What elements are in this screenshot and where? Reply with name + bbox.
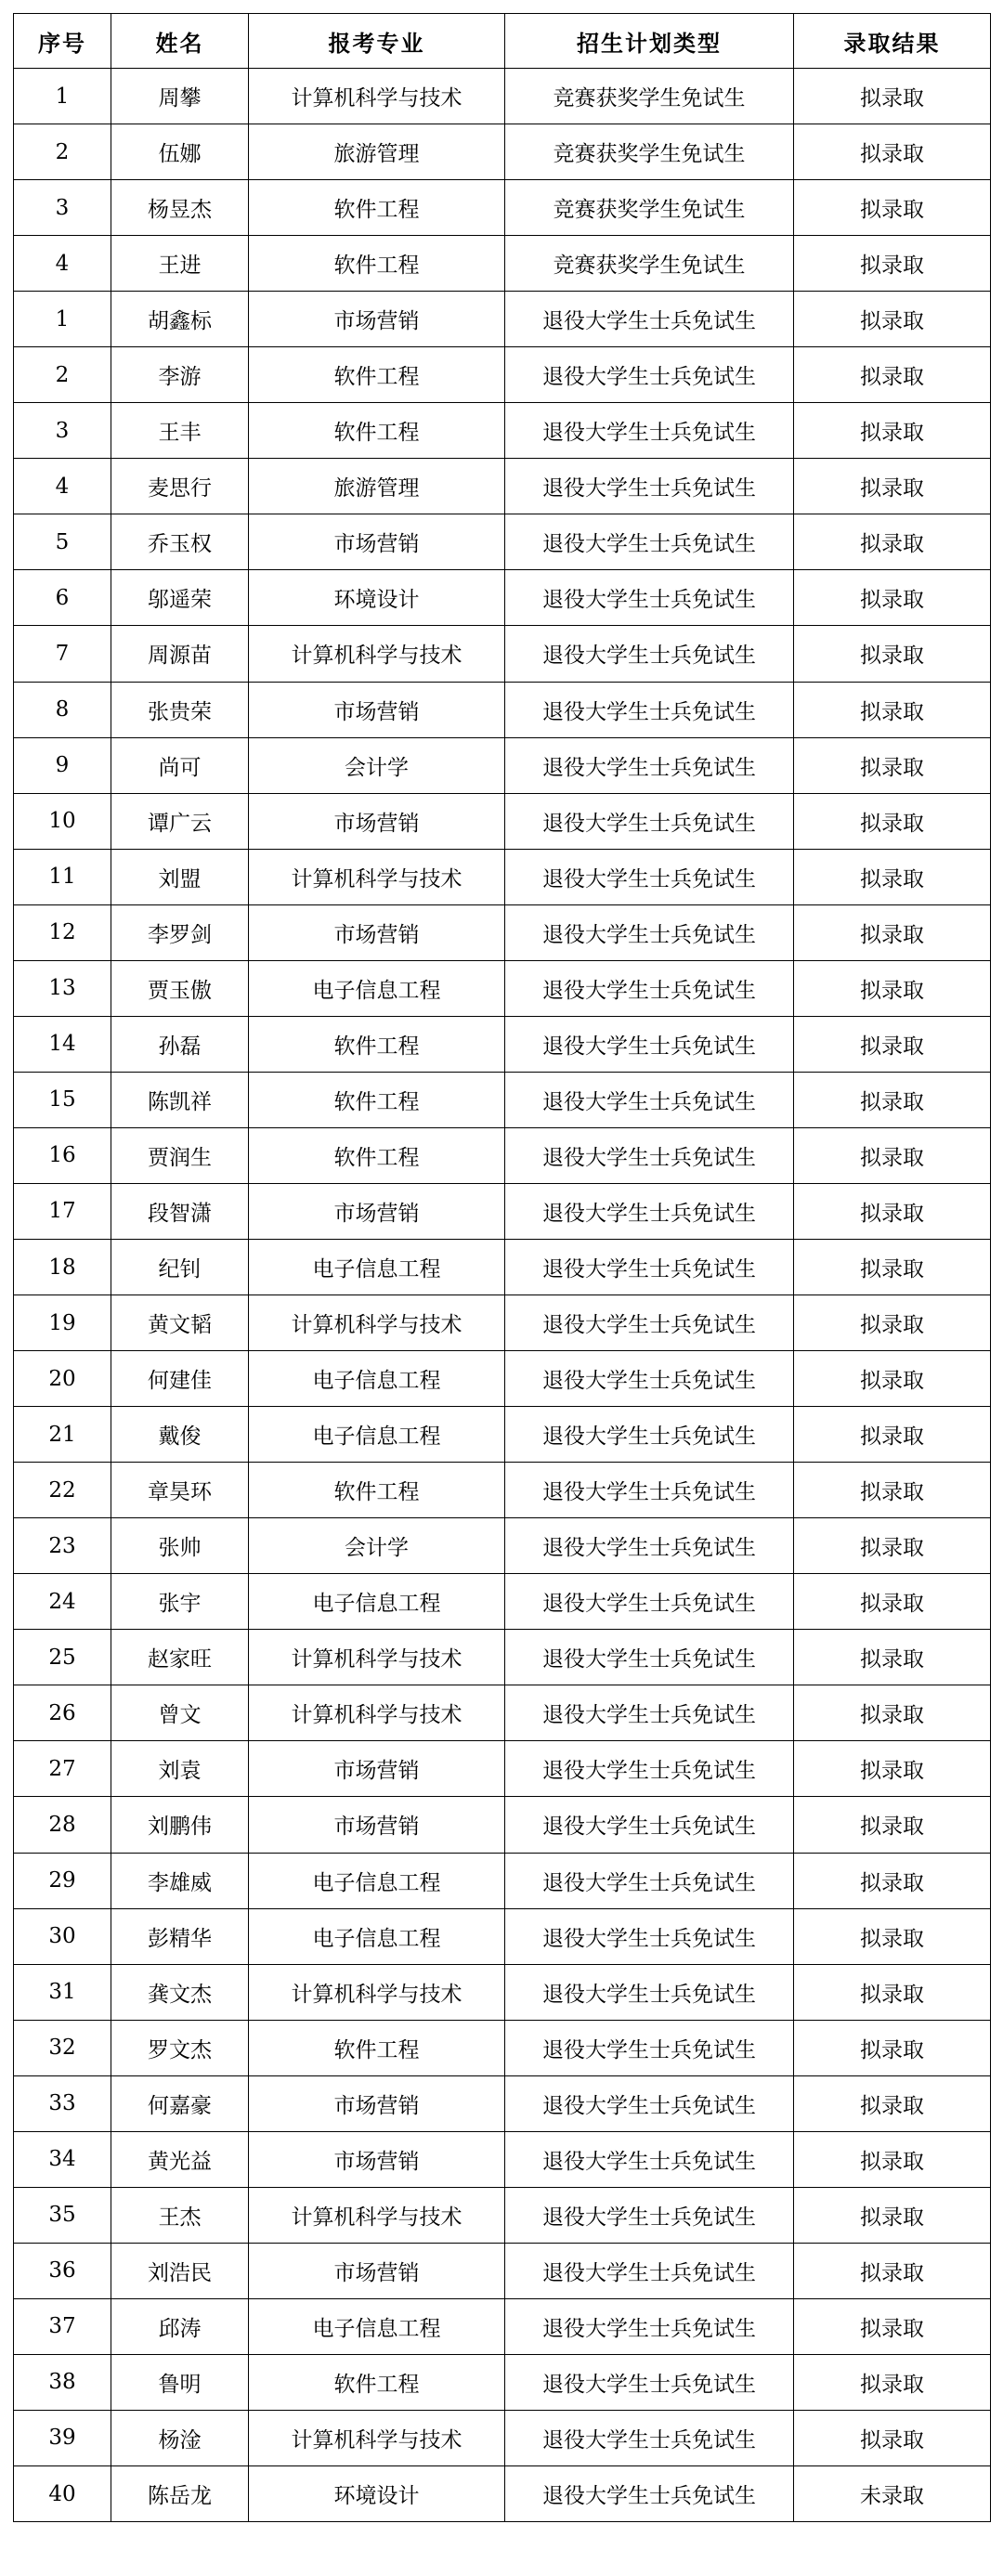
cell-seq: 40	[14, 2466, 111, 2522]
cell-name: 刘浩民	[111, 2243, 249, 2298]
cell-plan-type: 退役大学生士兵免试生	[505, 1351, 794, 1407]
cell-result: 拟录取	[794, 1016, 991, 1072]
cell-major: 电子信息工程	[249, 1239, 505, 1295]
table-row	[14, 1964, 991, 2020]
cell-result: 拟录取	[794, 1908, 991, 1964]
cell-major: 电子信息工程	[249, 1407, 505, 1463]
cell-name: 周攀	[111, 69, 249, 124]
cell-result: 拟录取	[794, 347, 991, 403]
cell-plan-type: 退役大学生士兵免试生	[505, 1630, 794, 1685]
cell-plan-type: 退役大学生士兵免试生	[505, 849, 794, 904]
cell-result: 拟录取	[794, 2298, 991, 2354]
cell-name: 乔玉权	[111, 514, 249, 570]
cell-result: 拟录取	[794, 2131, 991, 2187]
cell-result: 拟录取	[794, 1239, 991, 1295]
cell-result: 拟录取	[794, 2410, 991, 2465]
cell-seq: 30	[14, 1908, 111, 1964]
table-row	[14, 1239, 991, 1295]
table-row	[14, 1685, 991, 1741]
cell-seq: 10	[14, 793, 111, 849]
table-row	[14, 459, 991, 514]
cell-result: 拟录取	[794, 626, 991, 682]
cell-name: 黄光益	[111, 2131, 249, 2187]
cell-plan-type: 退役大学生士兵免试生	[505, 1964, 794, 2020]
cell-result: 拟录取	[794, 1351, 991, 1407]
cell-result: 拟录取	[794, 124, 991, 180]
cell-major: 计算机科学与技术	[249, 1295, 505, 1351]
cell-seq: 24	[14, 1574, 111, 1630]
cell-plan-type: 退役大学生士兵免试生	[505, 626, 794, 682]
cell-result: 拟录取	[794, 1127, 991, 1183]
cell-plan-type: 退役大学生士兵免试生	[505, 793, 794, 849]
cell-major: 软件工程	[249, 403, 505, 459]
cell-major: 软件工程	[249, 347, 505, 403]
cell-name: 王进	[111, 236, 249, 292]
cell-name: 戴俊	[111, 1407, 249, 1463]
table-row	[14, 2298, 991, 2354]
cell-seq: 37	[14, 2298, 111, 2354]
admission-results-table	[13, 13, 991, 2522]
cell-plan-type: 退役大学生士兵免试生	[505, 1016, 794, 1072]
cell-major: 市场营销	[249, 682, 505, 737]
table-row	[14, 2243, 991, 2298]
cell-major: 电子信息工程	[249, 960, 505, 1016]
cell-result: 拟录取	[794, 1407, 991, 1463]
cell-seq: 35	[14, 2187, 111, 2243]
cell-result: 拟录取	[794, 459, 991, 514]
cell-plan-type: 退役大学生士兵免试生	[505, 347, 794, 403]
cell-name: 谭广云	[111, 793, 249, 849]
cell-result: 未录取	[794, 2466, 991, 2522]
cell-name: 刘鹏伟	[111, 1797, 249, 1853]
cell-major: 环境设计	[249, 2466, 505, 2522]
table-row	[14, 1574, 991, 1630]
cell-major: 软件工程	[249, 1072, 505, 1127]
header-result: 录取结果	[794, 14, 991, 69]
cell-seq: 15	[14, 1072, 111, 1127]
table-row	[14, 960, 991, 1016]
table-row	[14, 2410, 991, 2465]
cell-plan-type: 退役大学生士兵免试生	[505, 2131, 794, 2187]
cell-name: 张帅	[111, 1518, 249, 1574]
cell-result: 拟录取	[794, 1295, 991, 1351]
cell-name: 贾玉傲	[111, 960, 249, 1016]
cell-name: 杨淦	[111, 2410, 249, 2465]
cell-seq: 26	[14, 1685, 111, 1741]
table-row	[14, 124, 991, 180]
cell-major: 市场营销	[249, 1741, 505, 1797]
cell-result: 拟录取	[794, 403, 991, 459]
cell-result: 拟录取	[794, 2354, 991, 2410]
cell-name: 杨昱杰	[111, 180, 249, 236]
table-row	[14, 292, 991, 347]
cell-seq: 14	[14, 1016, 111, 1072]
table-row	[14, 2466, 991, 2522]
cell-major: 计算机科学与技术	[249, 2410, 505, 2465]
cell-name: 龚文杰	[111, 1964, 249, 2020]
header-name: 姓名	[111, 14, 249, 69]
cell-plan-type: 退役大学生士兵免试生	[505, 2243, 794, 2298]
cell-name: 李游	[111, 347, 249, 403]
cell-plan-type: 退役大学生士兵免试生	[505, 2020, 794, 2075]
cell-name: 罗文杰	[111, 2020, 249, 2075]
table-row	[14, 1630, 991, 1685]
cell-major: 软件工程	[249, 1127, 505, 1183]
cell-major: 计算机科学与技术	[249, 1964, 505, 2020]
cell-name: 刘袁	[111, 1741, 249, 1797]
cell-name: 张贵荣	[111, 682, 249, 737]
cell-name: 何嘉豪	[111, 2075, 249, 2131]
cell-major: 软件工程	[249, 180, 505, 236]
cell-name: 李罗剑	[111, 904, 249, 960]
cell-seq: 1	[14, 292, 111, 347]
cell-plan-type: 退役大学生士兵免试生	[505, 1853, 794, 1908]
table-row	[14, 180, 991, 236]
cell-major: 软件工程	[249, 2354, 505, 2410]
cell-plan-type: 退役大学生士兵免试生	[505, 2354, 794, 2410]
cell-name: 陈凯祥	[111, 1072, 249, 1127]
cell-plan-type: 退役大学生士兵免试生	[505, 570, 794, 626]
cell-seq: 1	[14, 69, 111, 124]
cell-major: 市场营销	[249, 793, 505, 849]
admission-table-container	[13, 13, 990, 2522]
table-row	[14, 1016, 991, 1072]
cell-major: 会计学	[249, 1518, 505, 1574]
cell-major: 电子信息工程	[249, 1351, 505, 1407]
cell-seq: 12	[14, 904, 111, 960]
cell-name: 周源苗	[111, 626, 249, 682]
table-row	[14, 1407, 991, 1463]
table-header	[14, 14, 991, 69]
cell-name: 李雄威	[111, 1853, 249, 1908]
table-row	[14, 1797, 991, 1853]
cell-seq: 4	[14, 459, 111, 514]
cell-name: 邬遥荣	[111, 570, 249, 626]
cell-major: 旅游管理	[249, 459, 505, 514]
table-row	[14, 2020, 991, 2075]
cell-seq: 28	[14, 1797, 111, 1853]
cell-result: 拟录取	[794, 180, 991, 236]
cell-major: 计算机科学与技术	[249, 69, 505, 124]
header-major: 报考专业	[249, 14, 505, 69]
cell-result: 拟录取	[794, 69, 991, 124]
cell-name: 何建佳	[111, 1351, 249, 1407]
cell-plan-type: 退役大学生士兵免试生	[505, 1407, 794, 1463]
header-row	[14, 14, 991, 69]
cell-major: 市场营销	[249, 2243, 505, 2298]
cell-plan-type: 退役大学生士兵免试生	[505, 1463, 794, 1518]
table-row	[14, 2354, 991, 2410]
cell-plan-type: 退役大学生士兵免试生	[505, 2466, 794, 2522]
cell-result: 拟录取	[794, 682, 991, 737]
table-row	[14, 1908, 991, 1964]
cell-seq: 20	[14, 1351, 111, 1407]
cell-plan-type: 竞赛获奖学生免试生	[505, 69, 794, 124]
table-row	[14, 793, 991, 849]
cell-seq: 22	[14, 1463, 111, 1518]
cell-plan-type: 退役大学生士兵免试生	[505, 904, 794, 960]
cell-plan-type: 退役大学生士兵免试生	[505, 2075, 794, 2131]
cell-result: 拟录取	[794, 1463, 991, 1518]
cell-major: 电子信息工程	[249, 1574, 505, 1630]
table-row	[14, 626, 991, 682]
cell-result: 拟录取	[794, 1685, 991, 1741]
cell-result: 拟录取	[794, 570, 991, 626]
cell-plan-type: 退役大学生士兵免试生	[505, 1183, 794, 1239]
cell-seq: 36	[14, 2243, 111, 2298]
cell-result: 拟录取	[794, 1183, 991, 1239]
cell-name: 贾润生	[111, 1127, 249, 1183]
cell-name: 尚可	[111, 737, 249, 793]
table-row	[14, 682, 991, 737]
cell-name: 王杰	[111, 2187, 249, 2243]
cell-seq: 5	[14, 514, 111, 570]
cell-major: 市场营销	[249, 514, 505, 570]
cell-result: 拟录取	[794, 2020, 991, 2075]
cell-seq: 3	[14, 180, 111, 236]
table-row	[14, 570, 991, 626]
cell-major: 市场营销	[249, 2075, 505, 2131]
cell-plan-type: 退役大学生士兵免试生	[505, 1518, 794, 1574]
cell-plan-type: 退役大学生士兵免试生	[505, 960, 794, 1016]
cell-seq: 38	[14, 2354, 111, 2410]
table-row	[14, 1183, 991, 1239]
cell-major: 市场营销	[249, 2131, 505, 2187]
cell-seq: 39	[14, 2410, 111, 2465]
cell-name: 伍娜	[111, 124, 249, 180]
table-row	[14, 1072, 991, 1127]
cell-name: 鲁明	[111, 2354, 249, 2410]
table-row	[14, 2187, 991, 2243]
cell-plan-type: 退役大学生士兵免试生	[505, 1072, 794, 1127]
cell-major: 市场营销	[249, 1797, 505, 1853]
table-row	[14, 1127, 991, 1183]
cell-name: 段智潇	[111, 1183, 249, 1239]
header-plan-type: 招生计划类型	[505, 14, 794, 69]
cell-seq: 17	[14, 1183, 111, 1239]
cell-seq: 18	[14, 1239, 111, 1295]
cell-result: 拟录取	[794, 514, 991, 570]
cell-seq: 32	[14, 2020, 111, 2075]
cell-seq: 23	[14, 1518, 111, 1574]
cell-major: 计算机科学与技术	[249, 1630, 505, 1685]
header-seq: 序号	[14, 14, 111, 69]
cell-result: 拟录取	[794, 793, 991, 849]
cell-name: 孙磊	[111, 1016, 249, 1072]
table-row	[14, 1853, 991, 1908]
cell-name: 赵家旺	[111, 1630, 249, 1685]
cell-major: 市场营销	[249, 292, 505, 347]
cell-seq: 25	[14, 1630, 111, 1685]
cell-seq: 3	[14, 403, 111, 459]
cell-seq: 7	[14, 626, 111, 682]
cell-result: 拟录取	[794, 1964, 991, 2020]
cell-result: 拟录取	[794, 2243, 991, 2298]
cell-major: 市场营销	[249, 1183, 505, 1239]
cell-major: 计算机科学与技术	[249, 626, 505, 682]
cell-result: 拟录取	[794, 1853, 991, 1908]
cell-name: 王丰	[111, 403, 249, 459]
cell-major: 电子信息工程	[249, 1908, 505, 1964]
cell-plan-type: 退役大学生士兵免试生	[505, 2298, 794, 2354]
cell-name: 麦思行	[111, 459, 249, 514]
cell-plan-type: 退役大学生士兵免试生	[505, 1574, 794, 1630]
cell-major: 软件工程	[249, 1016, 505, 1072]
cell-name: 章昊环	[111, 1463, 249, 1518]
cell-major: 计算机科学与技术	[249, 1685, 505, 1741]
cell-result: 拟录取	[794, 236, 991, 292]
cell-plan-type: 退役大学生士兵免试生	[505, 1741, 794, 1797]
cell-major: 电子信息工程	[249, 2298, 505, 2354]
table-row	[14, 403, 991, 459]
cell-seq: 2	[14, 124, 111, 180]
cell-major: 市场营销	[249, 904, 505, 960]
cell-plan-type: 退役大学生士兵免试生	[505, 1239, 794, 1295]
cell-name: 纪钊	[111, 1239, 249, 1295]
cell-plan-type: 退役大学生士兵免试生	[505, 1908, 794, 1964]
cell-major: 软件工程	[249, 236, 505, 292]
cell-seq: 6	[14, 570, 111, 626]
cell-major: 软件工程	[249, 2020, 505, 2075]
table-row	[14, 236, 991, 292]
table-row	[14, 1295, 991, 1351]
cell-result: 拟录取	[794, 1574, 991, 1630]
table-row	[14, 1518, 991, 1574]
cell-plan-type: 竞赛获奖学生免试生	[505, 180, 794, 236]
cell-result: 拟录取	[794, 2075, 991, 2131]
cell-result: 拟录取	[794, 1741, 991, 1797]
cell-plan-type: 退役大学生士兵免试生	[505, 403, 794, 459]
cell-name: 邱涛	[111, 2298, 249, 2354]
cell-result: 拟录取	[794, 904, 991, 960]
cell-name: 黄文韬	[111, 1295, 249, 1351]
cell-result: 拟录取	[794, 292, 991, 347]
cell-seq: 31	[14, 1964, 111, 2020]
cell-plan-type: 退役大学生士兵免试生	[505, 1797, 794, 1853]
cell-plan-type: 退役大学生士兵免试生	[505, 737, 794, 793]
cell-seq: 33	[14, 2075, 111, 2131]
cell-name: 彭精华	[111, 1908, 249, 1964]
cell-result: 拟录取	[794, 960, 991, 1016]
table-row	[14, 737, 991, 793]
cell-plan-type: 退役大学生士兵免试生	[505, 292, 794, 347]
cell-seq: 8	[14, 682, 111, 737]
cell-major: 软件工程	[249, 1463, 505, 1518]
table-row	[14, 514, 991, 570]
cell-plan-type: 竞赛获奖学生免试生	[505, 236, 794, 292]
cell-result: 拟录取	[794, 849, 991, 904]
cell-seq: 19	[14, 1295, 111, 1351]
cell-plan-type: 退役大学生士兵免试生	[505, 459, 794, 514]
cell-name: 胡鑫标	[111, 292, 249, 347]
cell-name: 曾文	[111, 1685, 249, 1741]
cell-seq: 21	[14, 1407, 111, 1463]
cell-result: 拟录取	[794, 2187, 991, 2243]
cell-result: 拟录取	[794, 1630, 991, 1685]
table-row	[14, 1463, 991, 1518]
cell-seq: 16	[14, 1127, 111, 1183]
cell-result: 拟录取	[794, 1518, 991, 1574]
cell-major: 计算机科学与技术	[249, 849, 505, 904]
table-row	[14, 1741, 991, 1797]
cell-plan-type: 竞赛获奖学生免试生	[505, 124, 794, 180]
table-body	[14, 69, 991, 2522]
cell-seq: 27	[14, 1741, 111, 1797]
cell-plan-type: 退役大学生士兵免试生	[505, 514, 794, 570]
cell-result: 拟录取	[794, 737, 991, 793]
table-row	[14, 2131, 991, 2187]
cell-plan-type: 退役大学生士兵免试生	[505, 1295, 794, 1351]
cell-seq: 34	[14, 2131, 111, 2187]
cell-seq: 11	[14, 849, 111, 904]
table-row	[14, 904, 991, 960]
cell-plan-type: 退役大学生士兵免试生	[505, 682, 794, 737]
cell-seq: 2	[14, 347, 111, 403]
cell-seq: 13	[14, 960, 111, 1016]
table-row	[14, 1351, 991, 1407]
table-row	[14, 347, 991, 403]
cell-major: 环境设计	[249, 570, 505, 626]
cell-major: 会计学	[249, 737, 505, 793]
cell-result: 拟录取	[794, 1072, 991, 1127]
table-row	[14, 2075, 991, 2131]
table-row	[14, 849, 991, 904]
cell-seq: 29	[14, 1853, 111, 1908]
cell-plan-type: 退役大学生士兵免试生	[505, 1127, 794, 1183]
cell-major: 旅游管理	[249, 124, 505, 180]
cell-name: 张宇	[111, 1574, 249, 1630]
cell-plan-type: 退役大学生士兵免试生	[505, 2410, 794, 2465]
cell-seq: 9	[14, 737, 111, 793]
cell-major: 电子信息工程	[249, 1853, 505, 1908]
cell-name: 刘盟	[111, 849, 249, 904]
cell-plan-type: 退役大学生士兵免试生	[505, 1685, 794, 1741]
cell-name: 陈岳龙	[111, 2466, 249, 2522]
cell-plan-type: 退役大学生士兵免试生	[505, 2187, 794, 2243]
cell-major: 计算机科学与技术	[249, 2187, 505, 2243]
cell-result: 拟录取	[794, 1797, 991, 1853]
table-row	[14, 69, 991, 124]
cell-seq: 4	[14, 236, 111, 292]
